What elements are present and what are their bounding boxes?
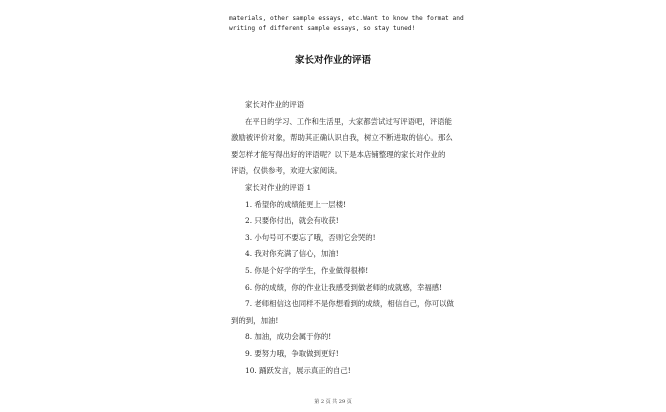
list-item-7-line-1: 7. 老师相信这也同样不是你想看到的成绩，相信自己，你可以做 <box>245 299 454 309</box>
document-body <box>231 97 463 379</box>
list-item-7-line-2: 到的到，加油! <box>231 315 279 325</box>
list-item-3: 3. 小句号可不要忘了哦，否则它会哭的! <box>245 232 376 242</box>
paragraph-1-line-4: 评语，仅供参考，欢迎大家阅读。 <box>231 166 342 176</box>
paragraph-1-line-3: 要怎样才能写得出好的评语呢？以下是本店铺整理的家长对作业的 <box>231 149 446 159</box>
list-item-2: 2. 只要你付出，就会有收获! <box>245 216 339 226</box>
list-item-9: 9. 要努力哦，争取做到更好! <box>245 348 339 358</box>
paragraph-1-line-1: 在平日的学习、工作和生活里，大家都尝试过写评语吧，评语能 <box>245 116 452 126</box>
document-title: 家长对作业的评语 <box>294 55 371 66</box>
list-item-5: 5. 你是个好学的学生，作业做得很棒! <box>245 265 369 275</box>
list-item-4: 4. 我对你充满了信心，加油! <box>245 249 339 259</box>
intro-line-1: materials, other sample essays, etc.Want to know the format and <box>229 15 464 22</box>
page-number-footer: 第 2 页 共 29 页 <box>314 399 352 405</box>
intro-line-2: writing of different sample essays, so stay tuned! <box>229 25 416 32</box>
list-item-10: 10. 踊跃发言，展示真正的自己! <box>245 365 351 375</box>
subheading: 家长对作业的评语 1 <box>245 182 312 192</box>
intro-text <box>229 14 464 34</box>
list-item-1: 1. 希望你的成绩能更上一层楼! <box>245 199 347 209</box>
section-heading: 家长对作业的评语 <box>245 100 305 109</box>
paragraph-1-line-2: 激励被评价对象，帮助其正确认识自我，树立不断进取的信心。那么 <box>231 133 453 143</box>
list-item-6: 6. 你的成绩，你的作业让我感受到做老师的成就感，幸福感! <box>245 282 443 292</box>
list-item-8: 8. 加油，成功会属于你的! <box>245 332 332 342</box>
